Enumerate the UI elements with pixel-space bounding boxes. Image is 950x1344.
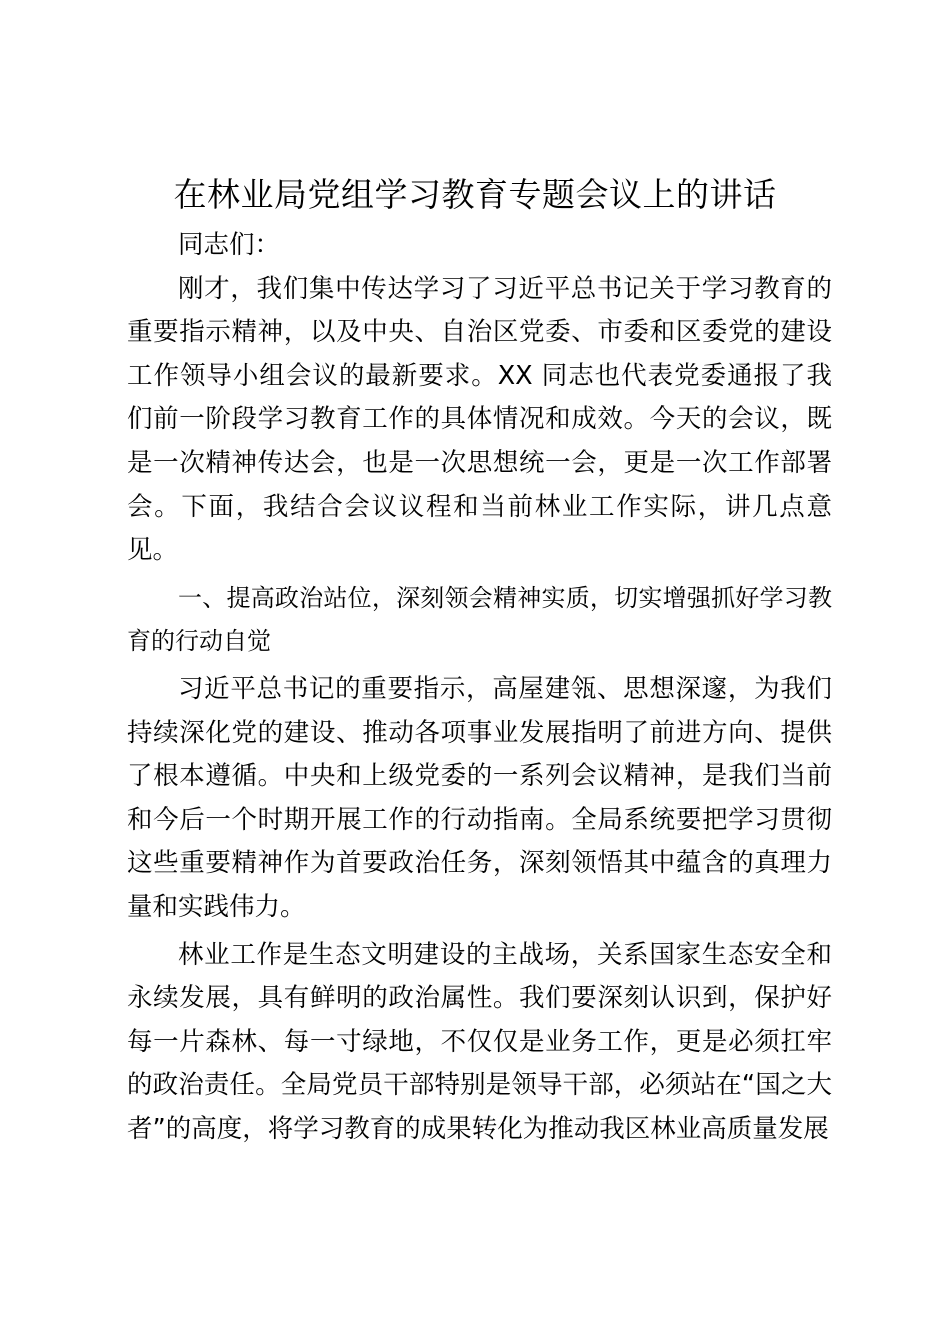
intro-paragraph: 刚才，我们集中传达学习了习近平总书记关于学习教育的重要指示精神，以及中央、自治区党委、市委和区委党的建设工作领导小组会议的最新要求。XX 同志也代表党委通报了我们前一阶段学习教育工作的具体情况和成效。今天的会议，既是一次精神传达会，也是一次思想统一会，更是一次工作部署会。下面，我结合会议议程和当前林业工作实际，讲几点意见。: [127, 273, 832, 566]
document-body: [127, 224, 832, 1151]
section-heading-1: 一、提高政治站位，深刻领会精神实质，切实增强抓好学习教育的行动自觉: [127, 583, 832, 656]
body-paragraph-1: 习近平总书记的重要指示，高屋建瓴、思想深邃，为我们持续深化党的建设、推动各项事业发展指明了前进方向、提供了根本遵循。中央和上级党委的一系列会议精神，是我们当前和今后一个时期开展工作的行动指南。全局系统要把学习贯彻这些重要精神作为首要政治任务，深刻领悟其中蕴含的真理力量和实践伟力。: [127, 673, 832, 922]
body-paragraph-2: 林业工作是生态文明建设的主战场，关系国家生态安全和永续发展，具有鲜明的政治属性。我们要深刻认识到，保护好每一片森林、每一寸绿地，不仅仅是业务工作，更是必须扛牢的政治责任。全局党员干部特别是领导干部，必须站在“国之大者”的高度，将学习教育的成果转化为推动我区林业高质量发展: [127, 939, 832, 1144]
document-title: 在林业局党组学习教育专题会议上的讲话: [173, 175, 777, 214]
salutation: 同志们：: [178, 230, 281, 260]
